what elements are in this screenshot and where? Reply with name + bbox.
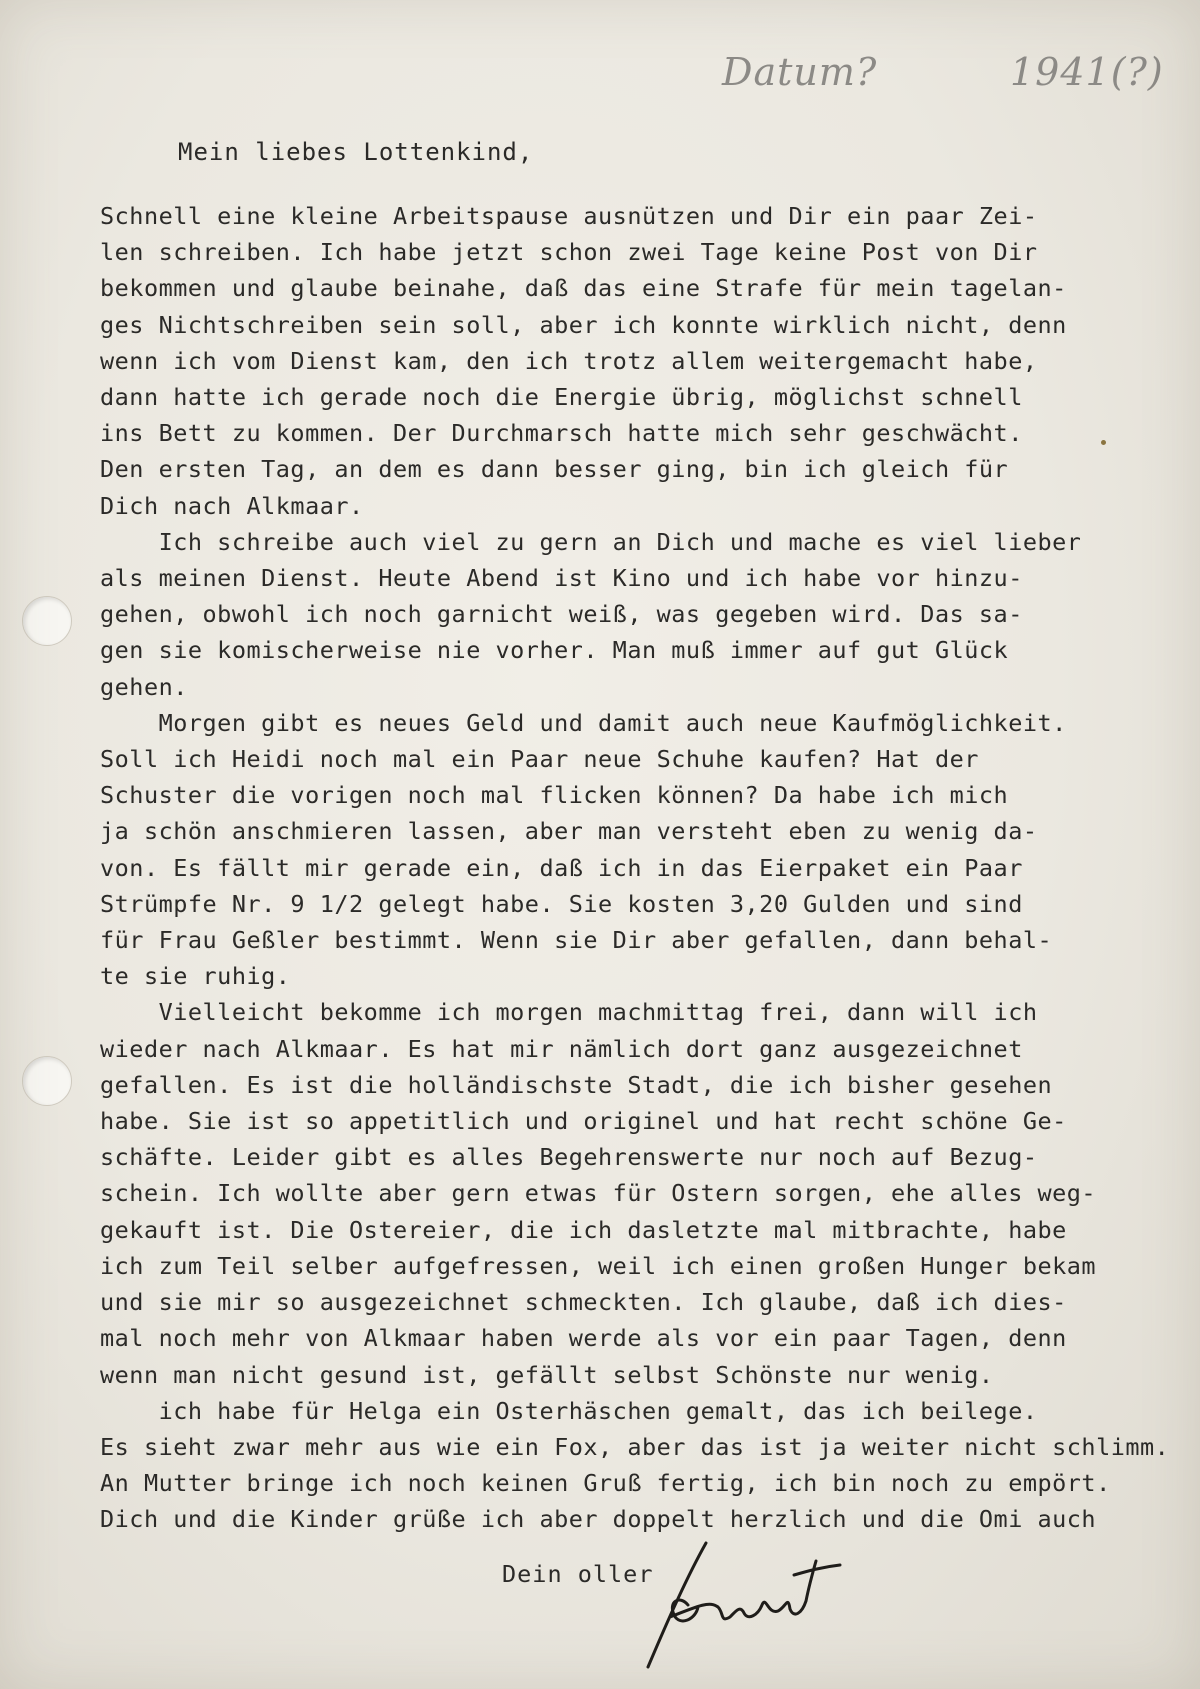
letter-line: als meinen Dienst. Heute Abend ist Kino und ich habe vor hinzu- xyxy=(100,564,1023,593)
letter-line: Dich nach Alkmaar. xyxy=(100,491,364,520)
letter-line: ich zum Teil selber aufgefressen, weil ich einen großen Hunger bekam xyxy=(100,1251,1097,1280)
letter-line: gehen, obwohl ich noch garnicht weiß, was gegeben wird. Das sa- xyxy=(100,600,1023,629)
letter-greeting: Mein liebes Lottenkind, xyxy=(178,138,534,166)
letter-line: für Frau Geßler bestimmt. Wenn sie Dir aber gefallen, dann behal- xyxy=(100,926,1053,955)
letter-line: Vielleicht bekomme ich morgen machmittag frei, dann will ich xyxy=(100,998,1038,1027)
letter-paragraph xyxy=(100,705,1180,995)
handwritten-signature xyxy=(640,1535,850,1675)
ink-dot xyxy=(1101,440,1106,445)
letter-line: ich habe für Helga ein Osterhäschen gemalt, das ich beilege. xyxy=(100,1396,1038,1425)
letter-line: Den ersten Tag, an dem es dann besser ging, bin ich gleich für xyxy=(100,455,1009,484)
letter-paragraph xyxy=(100,198,1180,524)
letter-line: gen sie komischerweise nie vorher. Man muß immer auf gut Glück xyxy=(100,636,1009,665)
letter-line: schein. Ich wollte aber gern etwas für Ostern sorgen, ehe alles weg- xyxy=(100,1179,1097,1208)
year-annotation: 1941(?) xyxy=(1010,50,1164,94)
letter-line: Strümpfe Nr. 9 1/2 gelegt habe. Sie kosten 3,20 Gulden und sind xyxy=(100,889,1023,918)
letter-line: schäfte. Leider gibt es alles Begehrenswerte nur noch auf Bezug- xyxy=(100,1143,1038,1172)
letter-line: ges Nichtschreiben sein soll, aber ich konnte wirklich nicht, denn xyxy=(100,310,1067,339)
letter-line: len schreiben. Ich habe jetzt schon zwei Tage keine Post von Dir xyxy=(100,238,1038,267)
letter-line: bekommen und glaube beinahe, daß das eine Strafe für mein tagelan- xyxy=(100,274,1067,303)
letter-line: gehen. xyxy=(100,672,188,701)
letter-line: von. Es fällt mir gerade ein, daß ich in das Eierpaket ein Paar xyxy=(100,853,1023,882)
letter-line: An Mutter bringe ich noch keinen Gruß fertig, ich bin noch zu empört. xyxy=(100,1469,1111,1498)
letter-line: ja schön anschmieren lassen, aber man versteht eben zu wenig da- xyxy=(100,817,1038,846)
letter-line: ins Bett zu kommen. Der Durchmarsch hatte mich sehr geschwächt. xyxy=(100,419,1023,448)
letter-line: Es sieht zwar mehr aus wie ein Fox, aber das ist ja weiter nicht schlimm. xyxy=(100,1432,1170,1461)
letter-paragraph xyxy=(100,994,1180,1392)
letter-line: Soll ich Heidi noch mal ein Paar neue Schuhe kaufen? Hat der xyxy=(100,745,979,774)
date-annotation: Datum? xyxy=(722,50,878,94)
punch-hole-bottom xyxy=(22,1056,72,1106)
letter-line: te sie ruhig. xyxy=(100,962,291,991)
letter-line: habe. Sie ist so appetitlich und originel und hat recht schöne Ge- xyxy=(100,1107,1067,1136)
letter-closing: Dein oller xyxy=(502,1560,654,1588)
letter-line: mal noch mehr von Alkmaar haben werde als vor ein paar Tagen, denn xyxy=(100,1324,1067,1353)
letter-line: wenn ich vom Dienst kam, den ich trotz allem weitergemacht habe, xyxy=(100,346,1038,375)
letter-line: gefallen. Es ist die holländischste Stadt, die ich bisher gesehen xyxy=(100,1070,1053,1099)
letter-line: und sie mir so ausgezeichnet schmeckten. Ich glaube, daß ich dies- xyxy=(100,1288,1067,1317)
letter-line: Schuster die vorigen noch mal flicken können? Da habe ich mich xyxy=(100,781,1009,810)
letter-paragraph xyxy=(100,1393,1180,1538)
letter-paragraph xyxy=(100,524,1180,705)
letter-line: gekauft ist. Die Ostereier, die ich dasletzte mal mitbrachte, habe xyxy=(100,1215,1067,1244)
letter-line: Schnell eine kleine Arbeitspause ausnützen und Dir ein paar Zei- xyxy=(100,202,1038,230)
letter-line: dann hatte ich gerade noch die Energie übrig, möglichst schnell xyxy=(100,383,1023,412)
letter-body xyxy=(100,198,1180,1538)
letter-line: Ich schreibe auch viel zu gern an Dich und mache es viel lieber xyxy=(100,527,1082,556)
letter-line: Morgen gibt es neues Geld und damit auch neue Kaufmöglichkeit. xyxy=(100,708,1067,737)
punch-hole-top xyxy=(22,596,72,646)
letter-line: Dich und die Kinder grüße ich aber doppelt herzlich und die Omi auch xyxy=(100,1505,1097,1534)
letter-line: wieder nach Alkmaar. Es hat mir nämlich dort ganz ausgezeichnet xyxy=(100,1034,1023,1063)
letter-line: wenn man nicht gesund ist, gefällt selbst Schönste nur wenig. xyxy=(100,1360,994,1389)
